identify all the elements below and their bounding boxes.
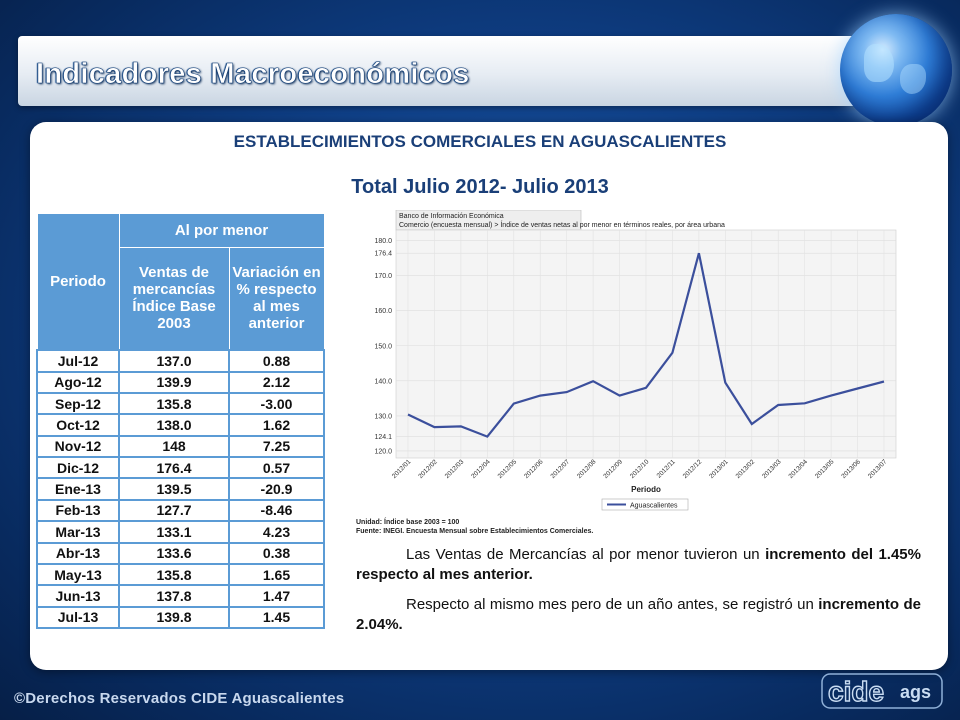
chart-title-line-2: Comercio (encuesta mensual) > Índice de ventas netas al por menor en términos reales, por área urbana [399, 222, 725, 229]
x-tick-label: 2012/08 [575, 458, 598, 481]
cell-variacion: 7.25 [229, 436, 324, 457]
section-subtitle: Total Julio 2012- Julio 2013 [351, 176, 609, 198]
x-tick-label: 2012/11 [655, 458, 677, 480]
cell-ventas: 148 [119, 436, 229, 457]
cell-ventas: 135.8 [119, 564, 229, 585]
x-tick-label: 2012/02 [417, 458, 439, 481]
cell-periodo: Nov-12 [37, 436, 119, 457]
x-tick-label: 2012/05 [496, 458, 519, 481]
line-chart [352, 210, 927, 540]
cell-ventas: 139.8 [119, 607, 229, 628]
y-tick-label: 150.0 [374, 343, 392, 351]
x-tick-label: 2013/03 [761, 458, 783, 481]
table-row [37, 607, 324, 628]
page-title: Indicadores Macroeconómicos [36, 58, 470, 90]
svg-text:ags: ags [900, 682, 932, 702]
copyright-footer: ©Derechos Reservados CIDE Aguascalientes [14, 690, 345, 707]
cell-variacion: 1.47 [229, 585, 324, 606]
x-tick-label: 2013/02 [734, 458, 757, 481]
y-tick-label: 176.4 [374, 250, 392, 258]
x-tick-label: 2013/07 [866, 458, 889, 481]
table-row [37, 414, 324, 435]
table-row [37, 350, 324, 371]
table-body [37, 350, 324, 628]
table-row [37, 500, 324, 521]
cide-logo [818, 668, 946, 712]
cell-periodo: Mar-13 [37, 521, 119, 542]
chart-footnote-2: Fuente: INEGI. Encuesta Mensual sobre Establecimientos Comerciales. [356, 528, 594, 535]
cell-variacion: 4.23 [229, 521, 324, 542]
cell-ventas: 138.0 [119, 414, 229, 435]
chart [352, 210, 927, 540]
y-tick-label: 120.0 [374, 448, 392, 456]
cell-periodo: Ago-12 [37, 372, 119, 393]
sales-table [36, 213, 325, 629]
cell-ventas: 137.0 [119, 350, 229, 371]
cide-logo-icon [818, 668, 946, 712]
x-tick-label: 2012/12 [681, 458, 704, 481]
cell-periodo: Jul-12 [37, 350, 119, 371]
y-tick-label: 160.0 [374, 308, 392, 316]
table-row [37, 478, 324, 499]
header-periodo: Periodo [37, 214, 119, 351]
cell-ventas: 137.8 [119, 585, 229, 606]
cell-periodo: May-13 [37, 564, 119, 585]
cell-ventas: 133.6 [119, 543, 229, 564]
analysis-paragraph-2: Respecto al mismo mes pero de un año antes, se registró un incremento de 2.04%. [356, 596, 921, 633]
x-tick-label: 2012/01 [390, 458, 413, 481]
cell-periodo: Jun-13 [37, 585, 119, 606]
cell-ventas: 139.5 [119, 478, 229, 499]
x-tick-label: 2013/04 [787, 458, 810, 481]
cell-periodo: Oct-12 [37, 414, 119, 435]
table-row [37, 543, 324, 564]
chart-title-line-1: Banco de Información Económica [399, 213, 504, 220]
table-row [37, 457, 324, 478]
cell-ventas: 127.7 [119, 500, 229, 521]
svg-text:cide: cide [828, 676, 885, 707]
cell-periodo: Ene-13 [37, 478, 119, 499]
cell-ventas: 139.9 [119, 372, 229, 393]
table-row [37, 393, 324, 414]
chart-footnote-1: Unidad: Índice base 2003 = 100 [356, 519, 460, 526]
analysis-text [356, 545, 921, 645]
y-tick-label: 180.0 [374, 238, 392, 246]
cell-ventas: 176.4 [119, 457, 229, 478]
x-tick-label: 2012/04 [470, 458, 492, 481]
y-tick-label: 140.0 [374, 378, 392, 386]
section-title: ESTABLECIMIENTOS COMERCIALES EN AGUASCALIENTES [233, 132, 727, 151]
cell-variacion: -20.9 [229, 478, 324, 499]
x-tick-label: 2012/09 [602, 458, 624, 481]
x-tick-label: 2013/01 [708, 458, 730, 481]
cell-variacion: 0.88 [229, 350, 324, 371]
legend-label: Aguascalientes [630, 502, 678, 510]
x-tick-label: 2012/07 [549, 458, 572, 481]
globe-icon [840, 14, 952, 126]
y-tick-label: 124.1 [374, 434, 392, 442]
header-al-por-menor: Al por menor [119, 214, 324, 248]
cell-variacion: 1.62 [229, 414, 324, 435]
table-row [37, 564, 324, 585]
x-tick-label: 2012/06 [523, 458, 545, 481]
cell-periodo: Jul-13 [37, 607, 119, 628]
cell-variacion: -8.46 [229, 500, 324, 521]
x-tick-label: 2013/05 [813, 458, 836, 481]
y-tick-label: 130.0 [374, 413, 392, 421]
x-tick-label: 2012/10 [628, 458, 651, 481]
x-axis-label: Periodo [631, 485, 661, 494]
cell-periodo: Abr-13 [37, 543, 119, 564]
x-tick-label: 2013/06 [840, 458, 862, 481]
cell-ventas: 133.1 [119, 521, 229, 542]
cell-variacion: -3.00 [229, 393, 324, 414]
cell-variacion: 0.38 [229, 543, 324, 564]
cell-periodo: Feb-13 [37, 500, 119, 521]
cell-variacion: 0.57 [229, 457, 324, 478]
x-tick-label: 2012/03 [443, 458, 466, 481]
table-row [37, 372, 324, 393]
header-ventas: Ventas de mercancías Índice Base 2003 [119, 247, 229, 350]
header-variacion: Variación en % respecto al mes anterior [229, 247, 324, 350]
y-tick-label: 170.0 [374, 273, 392, 281]
analysis-paragraph-1: Las Ventas de Mercancías al por menor tuvieron un incremento del 1.45% respecto al mes anterior. [356, 546, 921, 583]
cell-variacion: 1.45 [229, 607, 324, 628]
cell-variacion: 2.12 [229, 372, 324, 393]
cell-periodo: Dic-12 [37, 457, 119, 478]
table-row [37, 585, 324, 606]
cell-variacion: 1.65 [229, 564, 324, 585]
table-row [37, 521, 324, 542]
table-row [37, 436, 324, 457]
cell-ventas: 135.8 [119, 393, 229, 414]
cell-periodo: Sep-12 [37, 393, 119, 414]
